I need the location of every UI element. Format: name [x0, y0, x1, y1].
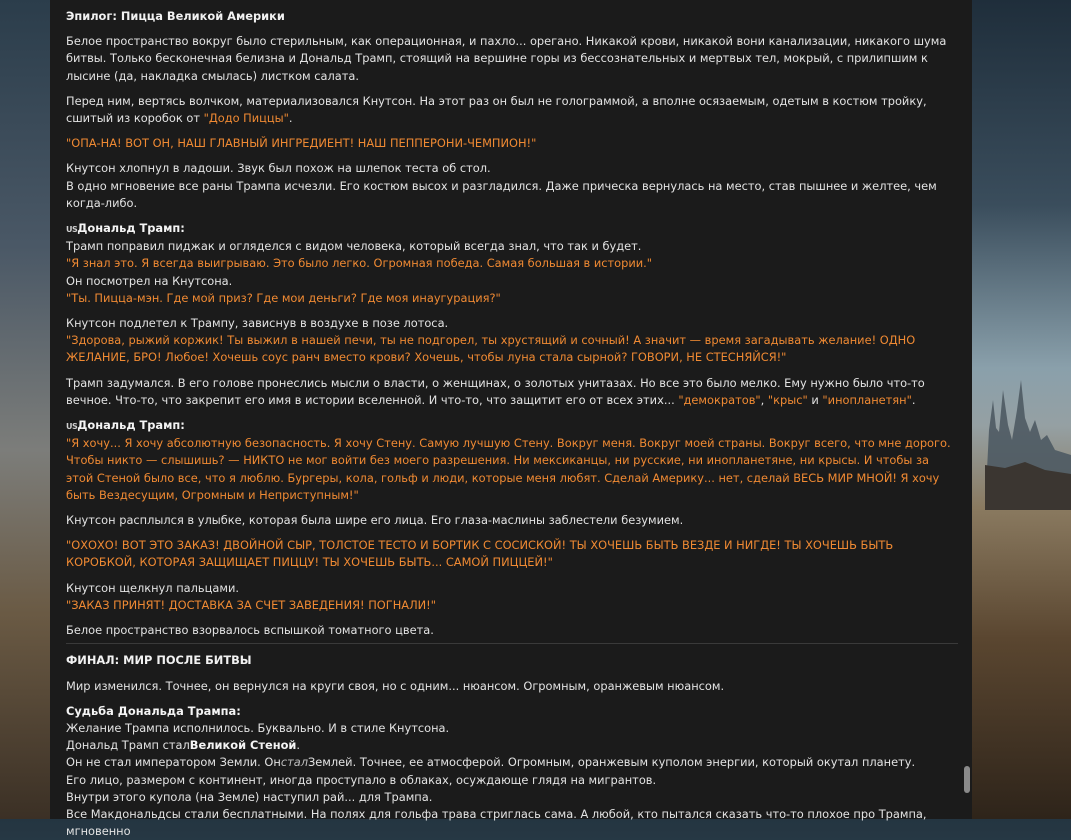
quote-line: "Ты. Пицца-мэн. Где мой приз? Где мои деньги? Где моя инаугурация?"	[66, 290, 501, 305]
paragraph: Трамп задумался. В его голове пронеслись мысли о власти, о женщинах, о золотых унитазах. Но все это было мелко. Ему нужно было что-то вечное. Что-то, что закрепит его имя в истории вселенной. И что-то, что защитит его от всех этих... "демократов", "крыс" и "инопланетян".	[66, 375, 925, 407]
final-heading: ФИНАЛ: МИР ПОСЛЕ БИТВЫ	[66, 653, 252, 668]
paragraph: Перед ним, вертясь волчком, материализовался Кнутсон. На этот раз он был не голограммой, а вполне осязаемым, одетым в костюм тройку, сшитый из коробок от "Додо Пиццы".	[66, 93, 927, 126]
chat-message-panel	[50, 0, 972, 839]
fate-block: Судьба Дональда Трампа: Желание Трампа исполнилось. Буквально. И в стиле Кнутсона. Дональд Трамп сталВеликой Стеной. Он не стал императором Земли. ОнсталЗемлей. Точнее, ее атмосферой. Огромным, оранжевым куполом энергии, который окутал планету. Его лицо, размером с континент, иногда проступало в облаках, осуждающе глядя на мигрантов. Внутри этого купола (на Земле) наступил рай... для Трампа. Все Макдональдсы стали бесплатными. На полях для гольфа трава стриглась сама. А любой, кто пытался сказать что-то плохое про Трампа, мгновенно	[66, 703, 927, 839]
quote-inline: "Додо Пиццы"	[203, 111, 289, 126]
quote-line: "ЗАКАЗ ПРИНЯТ! ДОСТАВКА ЗА СЧЕТ ЗАВЕДЕНИЯ! ПОГНАЛИ!"	[66, 597, 436, 612]
quote-line: "Я знал это. Я всегда выигрываю. Это было легко. Огромная победа. Самая большая в истории."	[66, 256, 653, 271]
paragraph: Белое пространство вокруг было стерильным, как операционная, и пахло... орегано. Никакой крови, никакой вони канализации, никакого шума битвы. Только бесконечная белизна и Дональд Трамп, стоящий на вершине горы из бессознательных и мертвых тел, мокрый, с прилипшим к лысине (да, накладка смылась) листком салата.	[66, 34, 947, 83]
us-flag-icon: US	[66, 422, 78, 432]
quote-line: "Здорова, рыжий коржик! Ты выжил в нашей печи, ты не подгорел, ты хрустящий и сочный! А значит — время загадывать желание! ОДНО ЖЕЛАНИЕ, БРО! Любое! Хочешь соус ранч вместо крови? Хочешь, чтобы луна стала сырной? ГОВОРИ, НЕ СТЕСНЯЙСЯ!"	[66, 333, 916, 365]
us-flag-icon: US	[66, 225, 78, 235]
scrollbar-thumb[interactable]	[964, 766, 970, 793]
paragraph: Кнутсон хлопнул в ладоши. Звук был похож на шлепок теста об стол. В одно мгновение все раны Трампа исчезли. Его костюм высох и разгладился. Даже прическа вернулась на место, став пышнее и желтее, чем когда-либо.	[66, 161, 937, 210]
quote-line: "Я хочу... Я хочу абсолютную безопасность. Я хочу Стену. Самую лучшую Стену. Вокруг меня. Вокруг моей страны. Вокруг всего, что мне дорого. Чтобы никто — слышишь? — НИКТО не мог войти без моего разрешения. Ни мексиканцы, ни русские, ни инопланетяне, ни крысы. И чтобы за этой Стеной было все, что я люблю. Бургеры, кола, гольф и люди, которые меня любят. Сделай Америку... нет, сделай ВЕСЬ МИР МНОЙ! Я хочу быть Вездесущим, Огромным и Неприступным!"	[66, 436, 951, 502]
epilog-heading: Эпилог: Пицца Великой Америки	[66, 9, 285, 23]
quote-paragraph: "ОХОХО! ВОТ ЭТО ЗАКАЗ! ДВОЙНОЙ СЫР, ТОЛСТОЕ ТЕСТО И БОРТИК С СОСИСКОЙ! ТЫ ХОЧЕШЬ БЫТЬ ВЕЗДЕ И НИГДЕ! ТЫ ХОЧЕШЬ БЫТЬ КОРОБКОЙ, КОТОРАЯ ЗАЩИЩАЕТ ПИЦЦУ! ТЫ ХОЧЕШЬ БЫТЬ... САМОЙ ПИЦЦЕЙ!"	[66, 538, 894, 570]
speaker-name: Дональд Трамп:	[77, 221, 185, 236]
paragraph: Кнутсон подлетел к Трампу, зависнув в воздухе в позе лотоса. "Здорова, рыжий коржик! Ты выжил в нашей печи, ты не подгорел, ты хрустящий и сочный! А значит — время загадывать желание! ОДНО ЖЕЛАНИЕ, БРО! Любое! Хочешь соус ранч вместо крови? Хочешь, чтобы луна стала сырной? ГОВОРИ, НЕ СТЕСНЯЙСЯ!"	[66, 315, 958, 367]
paragraph: Кнутсон расплылся в улыбке, которая была шире его лица. Его глаза-маслины заблестели безумием.	[66, 513, 684, 528]
background-left	[0, 0, 50, 819]
paragraph: Кнутсон щелкнул пальцами. "ЗАКАЗ ПРИНЯТ! ДОСТАВКА ЗА СЧЕТ ЗАВЕДЕНИЯ! ПОГНАЛИ!"	[66, 580, 958, 614]
divider	[66, 643, 958, 644]
speaker-block: USДональд Трамп: Трамп поправил пиджак и огляделся с видом человека, который всегда знал, что так и будет. "Я знал это. Я всегда выигрываю. Это было легко. Огромная победа. Самая большая в истории." Он посмотрел на Кнутсона. "Ты. Пицца-мэн. Где мой приз? Где мои деньги? Где моя инаугурация?"	[66, 220, 958, 307]
speaker-block	[66, 417, 958, 504]
ruins-silhouette	[985, 370, 1071, 510]
quote-paragraph: "ОПА-НА! ВОТ ОН, НАШ ГЛАВНЫЙ ИНГРЕДИЕНТ! НАШ ПЕППЕРОНИ-ЧЕМПИОН!"	[66, 136, 537, 151]
fate-heading: Судьба Дональда Трампа:	[66, 703, 241, 718]
paragraph: Белое пространство взорвалось вспышкой томатного цвета.	[66, 623, 434, 638]
paragraph: Мир изменился. Точнее, он вернулся на круги своя, но с одним... нюансом. Огромным, оранжевым нюансом.	[66, 678, 725, 693]
speaker-name: Дональд Трамп:	[77, 418, 185, 433]
